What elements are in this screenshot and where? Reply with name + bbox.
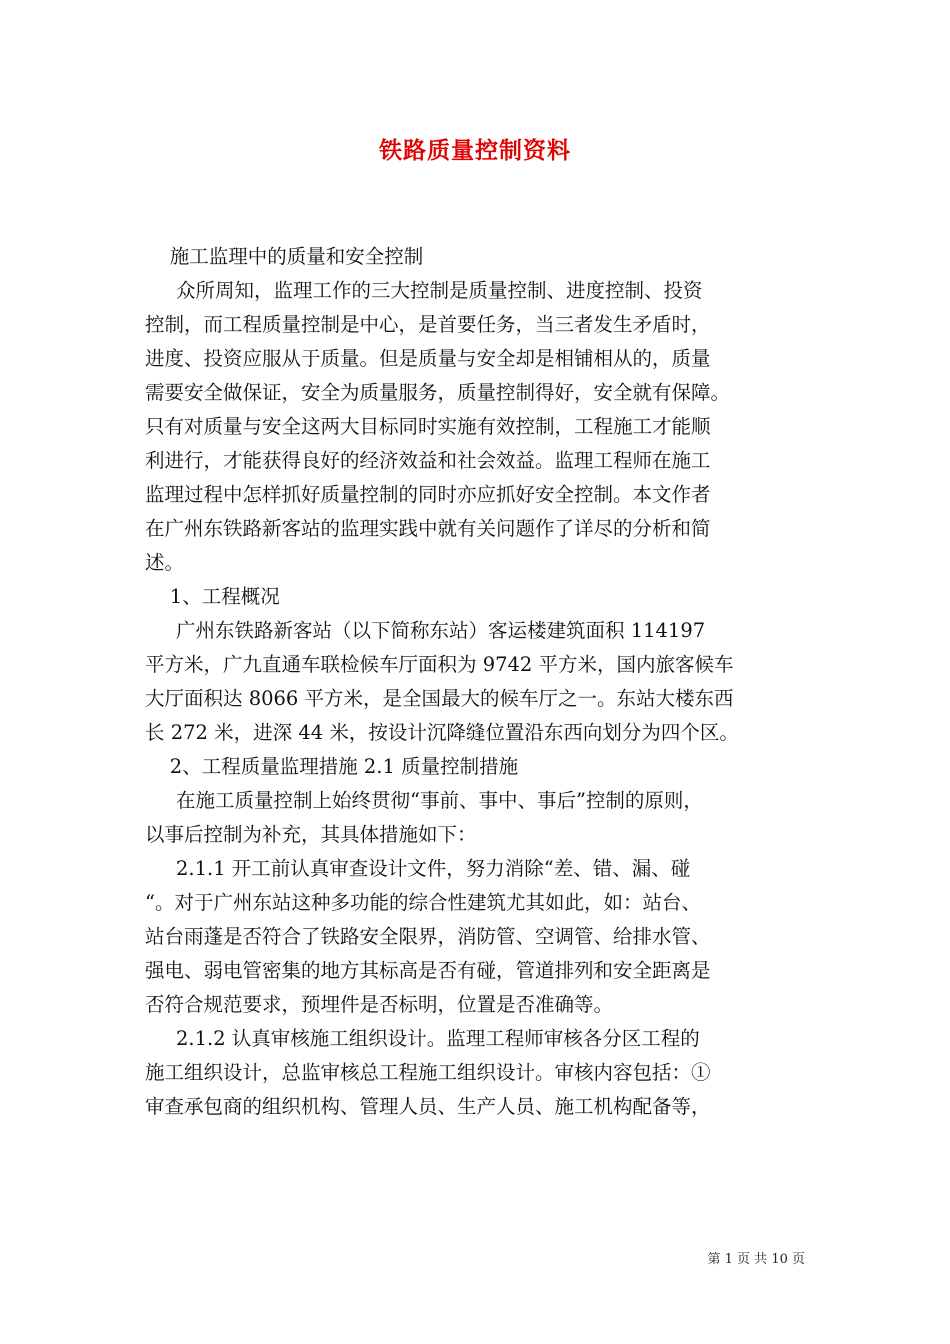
body-line: 广州东铁路新客站（以下简称东站）客运楼建筑面积 114197 [145,619,706,642]
body-line: 需要安全做保证，安全为质量服务，质量控制得好，安全就有保障。 [145,381,731,404]
page-number: 第 1 页 共 10 页 [707,1252,805,1267]
body-line: 审查承包商的组织机构、管理人员、生产人员、施工机构配备等， [145,1095,711,1118]
body-line: 在广州东铁路新客站的监理实践中就有关问题作了详尽的分析和简 [145,517,711,540]
body-line: 控制，而工程质量控制是中心，是首要任务，当三者发生矛盾时， [145,313,711,336]
body-line: 2、工程质量监理措施 2.1 质量控制措施 [145,755,519,778]
body-line: 1、工程概况 [145,585,280,608]
body-line: 2.1.1 开工前认真审查设计文件，努力消除“差、错、漏、碰 [145,857,691,880]
body-line: 在施工质量控制上始终贯彻“事前、事中、事后”控制的原则， [145,789,703,812]
body-line: 施工监理中的质量和安全控制 [145,245,424,268]
body-line: 大厅面积达 8066 平方米，是全国最大的候车厅之一。东站大楼东西 [145,687,734,710]
document-body [145,240,810,1124]
body-line: 否符合规范要求，预埋件是否标明，位置是否准确等。 [145,993,614,1016]
body-line: 只有对质量与安全这两大目标同时实施有效控制，工程施工才能顺 [145,415,711,438]
body-line: 以事后控制为补充，其具体措施如下： [145,823,477,846]
body-line: 监理过程中怎样抓好质量控制的同时亦应抓好安全控制。本文作者 [145,483,711,506]
body-line: 站台雨蓬是否符合了铁路安全限界，消防管、空调管、给排水管、 [145,925,711,948]
body-line: 利进行，才能获得良好的经济效益和社会效益。监理工程师在施工 [145,449,711,472]
body-line: 众所周知，监理工作的三大控制是质量控制、进度控制、投资 [145,279,703,302]
body-line: 施工组织设计，总监审核总工程施工组织设计。审核内容包括：① [145,1061,711,1084]
document-title: 铁路质量控制资料 [379,137,571,164]
body-line: 2.1.2 认真审核施工组织设计。监理工程师审核各分区工程的 [145,1027,700,1050]
body-line: 长 272 米，进深 44 米，按设计沉降缝位置沿东西向划分为四个区。 [145,721,739,744]
body-line: 述。 [145,551,185,574]
body-line: 进度、投资应服从于质量。但是质量与安全却是相铺相从的，质量 [145,347,711,370]
body-line: “。对于广州东站这种多功能的综合性建筑尤其如此，如：站台、 [145,891,701,914]
body-line: 强电、弱电管密集的地方其标高是否有碰，管道排列和安全距离是 [145,959,711,982]
body-line: 平方米，广九直通车联检候车厅面积为 9742 平方米，国内旅客候车 [145,653,734,676]
